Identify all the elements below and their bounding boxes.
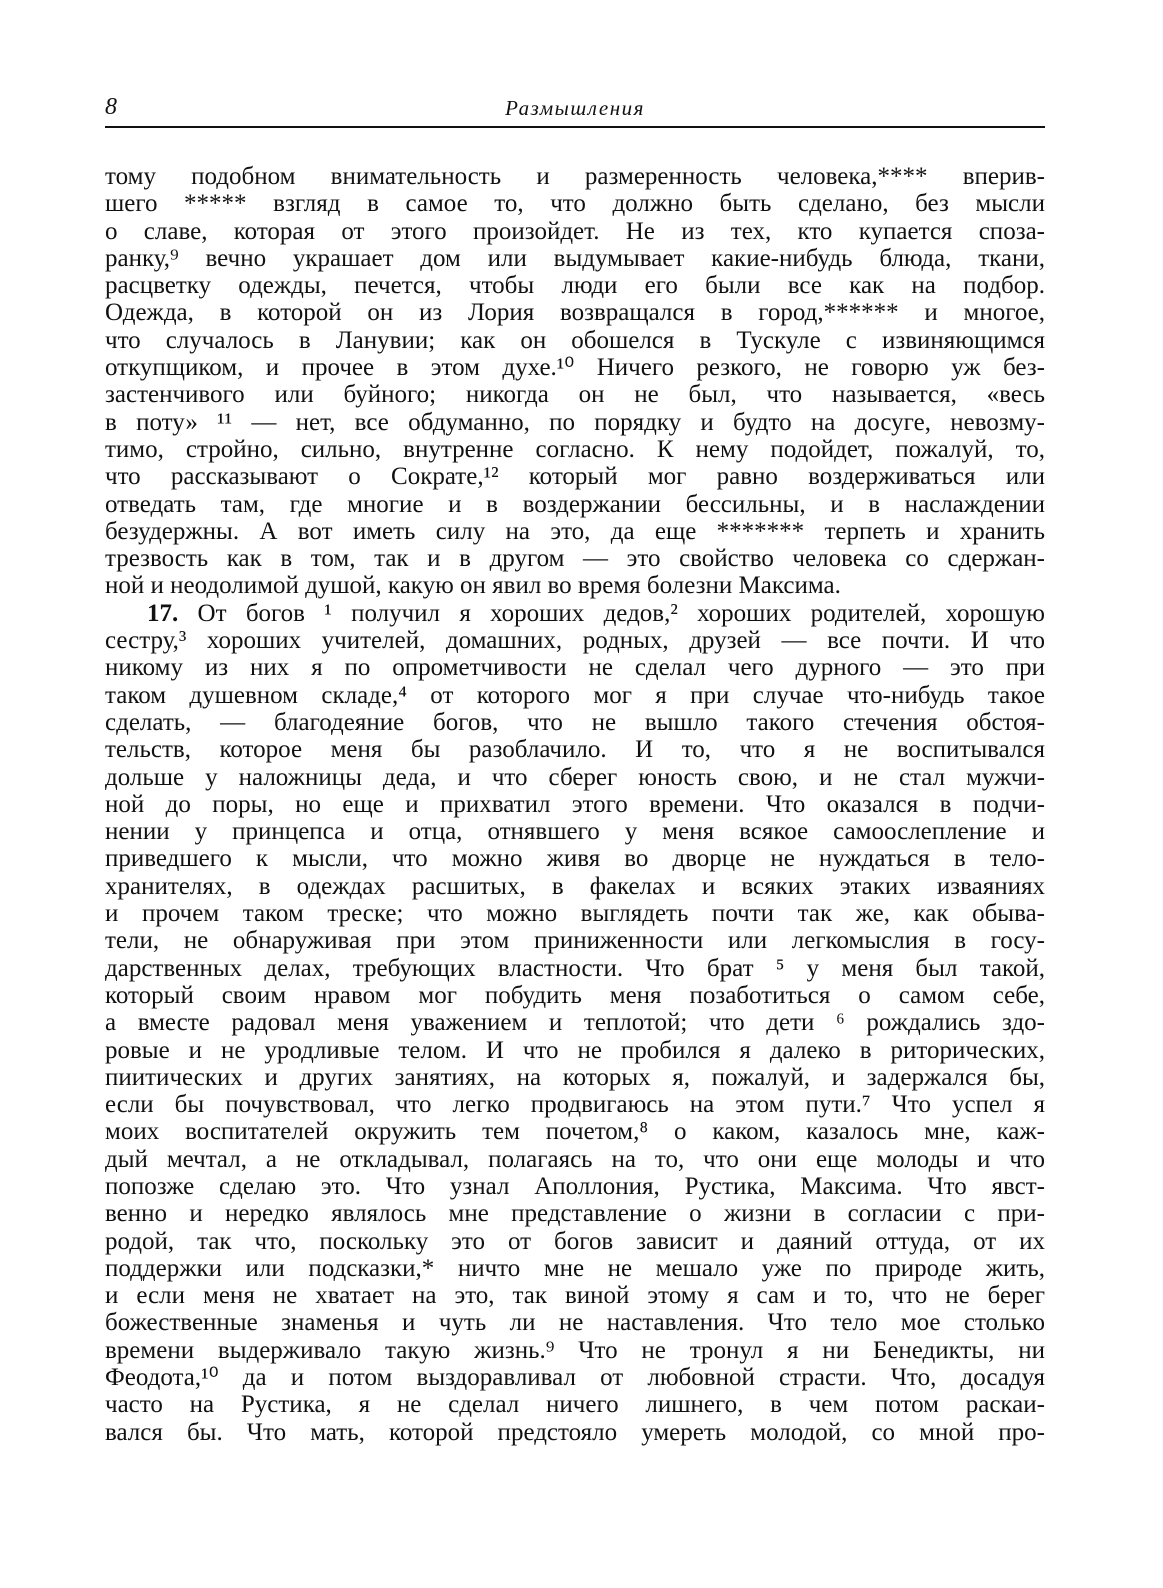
line-text: От богов ¹ получил я хороших дедов,² хороших родителей, хорошую — [197, 599, 1045, 627]
text-line — [105, 654, 1045, 681]
text-line — [105, 1282, 1045, 1309]
line-text: родой, так что, поскольку это от богов зависит и даяний оттуда, от их — [105, 1227, 1045, 1255]
line-text: дарственных делах, требующих властности. Что брат ⁵ у меня был такой, — [105, 954, 1045, 982]
line-text: дый мечтал, а не откладывал, полагаясь на то, что они еще молоды и что — [105, 1145, 1045, 1173]
line-text: в поту» ¹¹ — нет, все обдуманно, по порядку и будто на досуге, невозму- — [105, 408, 1045, 436]
line-text: ной до поры, но еще и прихватил этого времени. Что оказался в подчи- — [105, 790, 1045, 818]
line-text: и если меня не хватает на это, так виной этому я сам и то, что не берег — [105, 1282, 1045, 1310]
line-text: моих воспитателей окружить тем почетом,⁸ о каком, казалось мне, каж- — [105, 1118, 1045, 1146]
line-text: тому подобном внимательность и размеренность человека,**** вперив- — [105, 163, 1045, 190]
running-title: Размышления — [505, 96, 645, 120]
text-line — [105, 709, 1045, 736]
line-text: венно и нередко являлось мне представление о жизни в согласии с при- — [105, 1200, 1045, 1228]
text-line — [105, 518, 1045, 545]
line-text: таком душевном складе,⁴ от которого мог я при случае что-нибудь такое — [105, 681, 1045, 709]
line-text: который своим нравом мог побудить меня позаботиться о самом себе, — [105, 981, 1045, 1009]
line-text: пиитических и других занятиях, на которых я, пожалуй, и задержался бы, — [105, 1063, 1045, 1091]
text-line — [105, 736, 1045, 763]
text-line — [105, 1309, 1045, 1336]
text-line — [105, 1173, 1045, 1200]
line-text: застенчивого или буйного; никогда он не был, что называется, «весь — [105, 381, 1045, 409]
line-text: о славе, которая от этого произойдет. Не из тех, кто купается споза- — [105, 217, 1045, 245]
line-text: откупщиком, и прочее в этом духе.¹⁰ Ничего резкого, не говорю уж без- — [105, 354, 1045, 382]
line-text: тимо, стройно, сильно, внутренне согласно. К нему подойдет, пожалуй, то, — [105, 435, 1045, 463]
line-text: никому из них я по опрометчивости не сделал чего дурного — это при — [105, 654, 1045, 682]
text-line — [105, 1255, 1045, 1282]
text-line — [105, 1364, 1045, 1391]
line-text: приведшего к мысли, что можно живя во дворце не нуждаться в тело- — [105, 845, 1045, 873]
text-line — [105, 299, 1045, 326]
body-text — [105, 163, 1045, 1446]
text-line — [105, 381, 1045, 408]
text-line — [105, 1337, 1045, 1364]
text-line — [105, 1037, 1045, 1064]
text-line — [105, 436, 1045, 463]
line-text: Феодота,¹⁰ да и потом выздоравливал от любовной страсти. Что, досадуя — [105, 1364, 1045, 1392]
line-text: часто на Рустика, я не сделал ничего лишнего, в чем потом раскаи- — [105, 1391, 1045, 1419]
line-text: Одежда, в которой он из Лория возвращался в город,****** и многое, — [105, 299, 1045, 327]
text-line — [105, 927, 1045, 954]
line-text: времени выдерживало такую жизнь.⁹ Что не тронул я ни Бенедикты, ни — [105, 1336, 1045, 1364]
line-text: сделать, — благодеяние богов, что не вышло такого стечения обстоя- — [105, 708, 1045, 736]
line-text: тельств, которое меня бы разоблачило. И то, что я не воспитывался — [105, 736, 1045, 764]
text-line — [105, 845, 1045, 872]
line-text: трезвость как в том, так и в другом — это свойство человека со сдержан- — [105, 545, 1045, 573]
line-text: сестру,³ хороших учителей, домашних, родных, друзей — все почти. И что — [105, 627, 1045, 655]
text-line — [105, 163, 1045, 190]
text-line — [105, 982, 1045, 1009]
line-text: что рассказывают о Сократе,¹² который мог равно воздерживаться или — [105, 463, 1045, 491]
line-text: и прочем таком треске; что можно выглядеть почти так же, как обыва- — [105, 900, 1045, 928]
line-text: а вместе радовал меня уважением и теплотой; что дети ⁶ рождались здо- — [105, 1009, 1045, 1037]
text-line — [105, 791, 1045, 818]
text-line — [105, 190, 1045, 217]
line-text: поддержки или подсказки,* ничто мне не мешало уже по природе жить, — [105, 1254, 1045, 1282]
text-line — [105, 572, 1045, 599]
text-line — [105, 600, 1045, 627]
text-line — [105, 491, 1045, 518]
text-line — [105, 1091, 1045, 1118]
text-line — [105, 955, 1045, 982]
text-line — [105, 1419, 1045, 1446]
text-line — [105, 327, 1045, 354]
text-line — [105, 1228, 1045, 1255]
text-line — [105, 1064, 1045, 1091]
text-line — [105, 1009, 1045, 1036]
line-text: ной и неодолимой душой, какую он явил во время болезни Максима. — [105, 572, 841, 600]
page-number: 8 — [105, 94, 117, 120]
line-text: хранителях, в одеждах расшитых, в факелах и всяких этаких изваяниях — [105, 872, 1045, 900]
line-text: безудержны. А вот иметь силу на это, да еще ******* терпеть и хранить — [105, 517, 1045, 545]
text-line — [105, 627, 1045, 654]
line-text: шего ***** взгляд в самое то, что должно быть сделано, без мысли — [105, 190, 1045, 218]
text-line — [105, 1391, 1045, 1418]
text-line — [105, 818, 1045, 845]
line-text: если бы почувствовал, что легко продвигаюсь на этом пути.⁷ Что успел я — [105, 1091, 1045, 1119]
line-text: ранку,⁹ вечно украшает дом или выдумывает какие-нибудь блюда, ткани, — [105, 244, 1045, 272]
line-text: отведать там, где многие и в воздержании бессильны, и в наслаждении — [105, 490, 1045, 518]
text-line — [105, 354, 1045, 381]
line-text: нении у принцепса и отца, отнявшего у меня всякое самоослепление и — [105, 818, 1045, 846]
text-line — [105, 1146, 1045, 1173]
text-line — [105, 873, 1045, 900]
line-text: божественные знаменья и чуть ли не наставления. Что тело мое столько — [105, 1309, 1045, 1337]
line-text: расцветку одежды, печется, чтобы люди его были все как на подбор. — [105, 272, 1045, 300]
line-text: попозже сделаю это. Что узнал Аполлония, Рустика, Максима. Что явст- — [105, 1172, 1045, 1200]
text-line — [105, 1118, 1045, 1145]
text-line — [105, 272, 1045, 299]
running-head — [105, 92, 1045, 128]
line-text: ровые и не уродливые телом. И что не пробился я далеко в риторических, — [105, 1036, 1045, 1064]
text-line — [105, 245, 1045, 272]
text-line — [105, 545, 1045, 572]
line-text: вался бы. Что мать, которой предстояло умереть молодой, со мной про- — [105, 1418, 1045, 1446]
text-line — [105, 463, 1045, 490]
text-line — [105, 1200, 1045, 1227]
text-line — [105, 682, 1045, 709]
line-text: что случалось в Ланувии; как он обошелся в Тускуле с извиняющимся — [105, 326, 1045, 354]
text-line — [105, 900, 1045, 927]
line-text: дольше у наложницы деда, и что сберег юность свою, и не стал мужчи- — [105, 763, 1045, 791]
paragraph-number: 17. — [147, 599, 179, 627]
line-text: тели, не обнаруживая при этом приниженности или легкомыслия в госу- — [105, 927, 1045, 955]
text-line — [105, 409, 1045, 436]
text-line — [105, 218, 1045, 245]
text-line — [105, 764, 1045, 791]
